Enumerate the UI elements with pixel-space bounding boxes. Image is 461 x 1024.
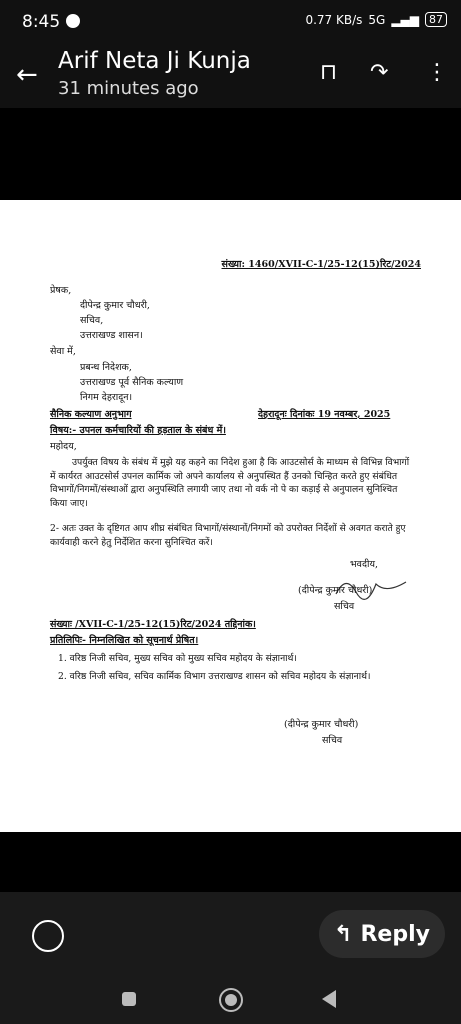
reference-number: संख्या: 1460/XVII-C-1/25-12(15)रिट/2024 (221, 259, 421, 270)
system-nav-bar (0, 976, 461, 1024)
more-options-icon[interactable]: ⋮ (426, 60, 448, 85)
subject: विषय:- उपनल कर्मचारियों की हड़ताल के संबंध में। (50, 425, 226, 436)
image-viewer[interactable] (0, 108, 461, 892)
signatory-post-2: सचिव (322, 735, 343, 746)
signatory-name-2: (दीपेन्द्र कुमार चौधरी) (284, 719, 359, 730)
app-bar (0, 46, 461, 108)
paragraph-2: 2- अतः उक्त के दृष्टिगत आप शीघ्र संबंधित विभागों/संस्थानों/निगमों को उपरोक्त निर्देशों से अवगत कराते हुए कार्यवाही करने हेतु निर्देशित करना सुनिश्चित करें। (50, 523, 406, 548)
signal-icon: ▂▄▆ (391, 12, 419, 27)
document-page (0, 200, 461, 832)
sender-label: प्रेषक, (50, 285, 72, 296)
status-time: 8:45 (22, 12, 61, 32)
status-indicators (305, 12, 447, 27)
copy-item-1: 1. वरिष्ठ निजी सचिव, मुख्य सचिव को मुख्य सचिव महोदय के संज्ञानार्थ। (58, 653, 297, 664)
battery-level: 87 (425, 12, 447, 27)
emoji-icon[interactable] (32, 920, 64, 952)
back-arrow-icon[interactable]: ← (16, 60, 38, 90)
to-org: उत्तराखण्ड पूर्व सैनिक कल्याण (80, 377, 184, 388)
forward-icon[interactable]: ↷ (370, 60, 389, 85)
network-speed: 0.77 KB/s (305, 12, 363, 27)
sender-name-text: दीपेन्द्र कुमार चौधरी, (80, 300, 150, 311)
reply-arrow-icon: ↰ (334, 921, 353, 947)
copy-item-2: 2. वरिष्ठ निजी सचिव, सचिव कार्मिक विभाग उत्तराखण्ड शासन को सचिव महोदय के संज्ञानार्थ। (58, 671, 371, 682)
network-type: 5G (368, 12, 386, 27)
section-name: सैनिक कल्याण अनुभाग (50, 409, 132, 420)
reply-label: Reply (360, 921, 430, 947)
to-org-2: निगम देहरादून। (80, 392, 133, 403)
signatory-name: (दीपेन्द्र कुमार चौधरी) (298, 585, 373, 596)
bookmark-icon[interactable]: ⊓ (320, 60, 338, 85)
closing: भवदीय, (350, 559, 378, 570)
reference-number-2: संख्याः /XVII-C-1/25-12(15)रिट/2024 तद्दिनांक। (50, 619, 256, 630)
sender-post: सचिव, (80, 315, 104, 326)
sender-name: Arif Neta Ji Kunja (58, 48, 251, 74)
home-icon[interactable] (219, 988, 243, 1012)
sender-govt: उत्तराखण्ड शासन। (80, 330, 143, 341)
paragraph-1: उपर्युक्त विषय के संबंध में मुझे यह कहने का निदेश हुआ है कि आउटसोर्स के माध्यम से विभिन्न विभागों में कार्यरत आउटसोर्स उपनल कार्मिक जो अपने कार्यालय से अनुपस्थित हैं उनको चिन्हित करते हुए संबंधित विभागों/निगमों/संस्थाओं द्वारा अनुपस्थिति लगायी जाए तथा नो वर्क नो पे का कड़ाई से अनुपालन सुनिश्चित किया जाए। (50, 457, 410, 509)
nav-back-icon[interactable] (322, 990, 336, 1008)
reply-button[interactable] (319, 910, 445, 958)
status-bar (0, 0, 461, 46)
recent-apps-icon[interactable] (122, 992, 136, 1006)
salutation: महोदय, (50, 441, 77, 452)
timestamp: 31 minutes ago (58, 78, 199, 99)
copy-label: प्रतिलिपिः- निम्नलिखित को सूचनार्थ प्रेषित। (50, 635, 199, 646)
place-date: देहरादूनः दिनांकः 19 नवम्बर, 2025 (258, 409, 391, 420)
notification-icon (66, 14, 80, 28)
bottom-bar (0, 892, 461, 976)
to-post: प्रबन्ध निदेशक, (80, 362, 132, 373)
to-label: सेवा में, (50, 346, 76, 357)
signatory-post: सचिव (334, 601, 355, 612)
